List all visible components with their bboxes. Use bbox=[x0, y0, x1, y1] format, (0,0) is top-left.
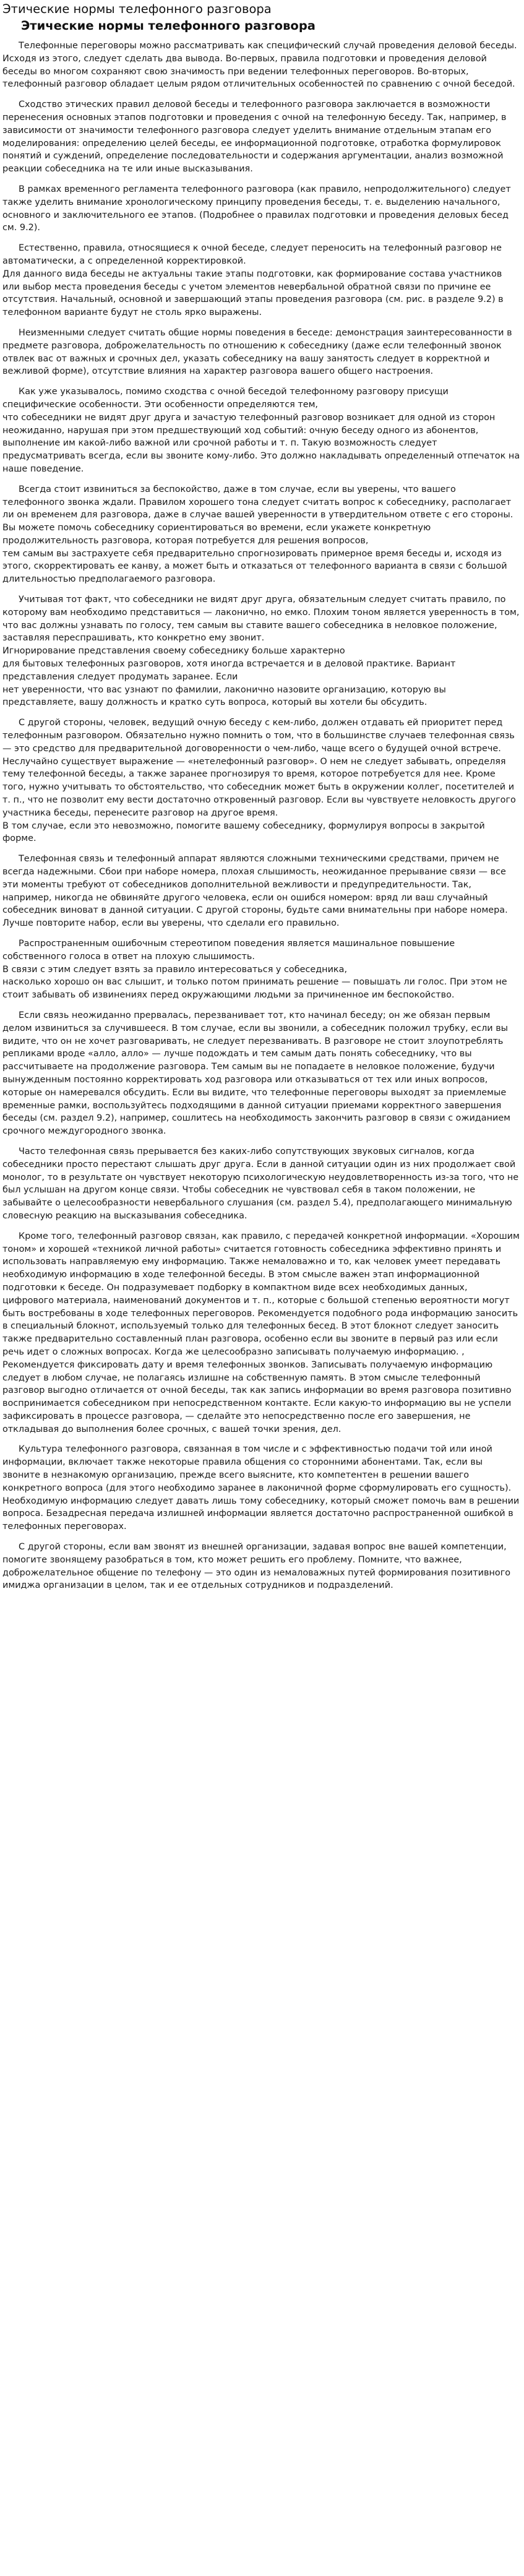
paragraph-11: Распространенным ошибочным стереотипом поведения является машинальное повышение собственного голоса в ответ на плохую слышимость. В связи с этим следует взять за правило интересоваться у собеседника, насколько хорошо он вас слышит, и только потом принимать решение — повышать ли голос. При этом не стоит забывать об извинениях перед окружающими людьми за причиненное им беспокойство. bbox=[2, 939, 507, 1001]
paragraph-4: Естественно, правила, относящиеся к очной беседе, следует переносить на телефонный разговор не автоматически, а с определенной корректировкой. Для данного вида беседы не актуальны такие этапы подготовки, как формирование состава участников или выбор места проведения беседы с учетом элементов невербальной обратной связи по причине ее отсутствия. Начальный, основной и завершающий этапы проведения разговора (см. рис. в разделе 9.2) в телефонном варианте будут не столь ярко выражены. bbox=[2, 243, 504, 318]
paragraph-3: В рамках временного регламента телефонного разговора (как правило, непродолжительного) следует также уделить внимание хронологическому принципу проведения беседы, т. е. выделению начального, основного и заключительного ее этапов. (Подробнее о правилах подготовки и проведения деловых бесед см. 9.2). bbox=[2, 184, 511, 233]
paragraph-14: Кроме того, телефонный разговор связан, как правило, с передачей конкретной информации. «Хорошим тоном» и хорошей «техникой личной работы» считается готовность собеседника эффективно принять и использовать направляемую ему информацию. Также немаловажно и то, как человек умеет передавать необходимую информацию в ходе телефонной беседы. В этом смысле важен этап информационной подготовки к беседе. Он подразумевает подборку в компактном виде всех необходимых данных, цифрового материала, наименований документов и т. п., которые с большой степенью вероятности могут быть востребованы в ходе телефонных переговоров. Рекомендуется подобного рода информацию заносить в специальный блокнот, используемый только для телефонных бесед. В этот блокнот следует заносить также предварительно составленный план разговора, особенно если вы звоните в первый раз или если речь идет о сложных вопросах. Когда же целесообразно записывать получаемую информацию. , Рекомендуется фиксировать дату и время телефонных звонков. Записывать получаемую информацию следует в любом случае, не полагаясь излишне на собственную память. В этом смысле телефонный разговор выгодно отличается от очной беседы, так как запись информации во время разговора позитивно воспринимается собеседником при непосредственном контакте. Если какую-то информацию вы не успели зафиксировать в процессе разговора, — сделайте это непосредственно после его завершения, не откладывая до выполнения более срочных, с вашей точки зрения, дел. bbox=[2, 1231, 520, 1434]
paragraph-6: Как уже указывалось, помимо сходства с очной беседой телефонному разговору присущи специфические особенности. Эти особенности определяются тем, что собеседники не видят друг друга и зачастую телефонный разговор возникает для одной из сторон неожиданно, нарушая при этом предшествующий ход событий: очную беседу одного из абонентов, выполнение им какой-либо важной или срочной работы и т. п. Такую возможность следует предусматривать всегда, если вы звоните кому-либо. Это должно накладывать определенный отпечаток на наше поведение. bbox=[2, 387, 520, 474]
article-title: Этические нормы телефонного разговора bbox=[21, 19, 316, 33]
paragraph-7: Всегда стоит извиниться за беспокойство, даже в том случае, если вы уверены, что вашего телефонного звонка ждали. Правилом хорошего тона следует считать вопрос к собеседнику, располагает ли он временем для разговора, даже в случае вашей уверенности в утвердительном ответе с его стороны. Вы можете помочь собеседнику сориентироваться во времени, если укажете конкретную продолжительность разговора, которая потребуется для решения вопросов, тем самым вы застрахуете себя предварительно спрогнозировать примерное время беседы и, исходя из этого, скорректировать ее канву, а может быть и отказаться от телефонного варианта в связи с большой длительностью предполагаемого разговора. bbox=[2, 484, 513, 585]
paragraph-16: С другой стороны, если вам звонят из внешней организации, задавая вопрос вне вашей компетенции, помогите звонящему разобраться в том, кто может решить его проблему. Помните, что важнее, доброжелательное общение по телефону — это один из немаловажных путей формирования позитивного имиджа организации в целом, так и ее отдельных сотрудников и подразделений. bbox=[2, 1542, 511, 1591]
paragraph-13: Часто телефонная связь прерывается без каких-либо сопутствующих звуковых сигналов, когда собеседники просто перестают слышать друг друга. Если в данной ситуации один из них продолжает свой монолог, то в результате он чувствует некоторую психологическую неудовлетворенность из-за того, что не был услышан на другом конце связи. Чтобы собеседник не чувствовал себя в таком положении, не забывайте о целесообразности невербального слушания (см. раздел 5.4), предполагающего минимальную словесную реакцию на высказывания собеседника. bbox=[2, 1146, 519, 1221]
paragraph-15: Культура телефонного разговора, связанная в том числе и с эффективностью подачи той или иной информации, включает также некоторые правила общения со сторонними абонентами. Так, если вы звоните в незнакомую организацию, прежде всего выясните, кто компетентен в решении вашего конкретного вопроса (для этого необходимо заранее в лаконичной форме сформулировать его сущность). Необходимую информацию следует давать лишь тому собеседнику, который сможет помочь вам в решении вопроса. Безадресная передача излишней информации является достаточно распространенной ошибкой в телефонных переговорах. bbox=[2, 1444, 520, 1532]
article-body bbox=[2, 40, 520, 1592]
page-title: Этические нормы телефонного разговора bbox=[2, 2, 272, 16]
paragraph-10: Телефонная связь и телефонный аппарат являются сложными техническими средствами, причем не всегда надежными. Сбои при наборе номера, плохая слышимость, неожиданное прерывание связи — все эти моменты требуют от собеседников дополнительной вежливости и предупредительности. Так, например, никогда не обвиняйте другого человека, если он ошибся номером: вряд ли ваш случайный собеседник виноват в данной ситуации. С другой стороны, будьте сами внимательны при наборе номера. Лучше повторите набор, если вы уверены, что сделали его правильно. bbox=[2, 854, 508, 929]
paragraph-9: С другой стороны, человек, ведущий очную беседу с кем-либо, должен отдавать ей приоритет перед телефонным разговором. Обязательно нужно помнить о том, что в большинстве случаев телефонная связь — это средство для предварительной договоренности о чем-либо, чаще всего о будущей очной встрече. Неслучайно существует выражение — «нетелефонный разговор». О нем не следует забывать, определяя тему телефонной беседы, а также заранее прогнозируя то время, которое потребуется для нее. Кроме того, нужно учитывать то обстоятельство, что собеседник может быть в окружении коллег, посетителей и т. п., что не позволит ему вести достаточно откровенный разговор. Если вы чувствуете неловкость другого участника беседы, перенесите разговор на другое время. В том случае, если это невозможно, помогите вашему собеседнику, формулируя вопросы в закрытой форме. bbox=[2, 718, 516, 844]
paragraph-1: Телефонные переговоры можно рассматривать как специфический случай проведения деловой беседы. Исходя из этого, следует сделать два вывода. Во-первых, правила подготовки и проведения деловой беседы во многом сохраняют свою значимость при ведении телефонных переговоров. Во-вторых, телефонный разговор обладает целым рядом отличительных особенностей по сравнению с очной беседой. bbox=[2, 41, 517, 90]
paragraph-5: Неизменными следует считать общие нормы поведения в беседе: демонстрация заинтересованности в предмете разговора, доброжелательность по отношению к собеседнику (даже если телефонный звонок отвлек вас от важных и срочных дел, указать собеседнику на вашу занятость следует в корректной и вежливой форме), отсутствие влияния на характер разговора вашего общего настроения. bbox=[2, 327, 512, 377]
paragraph-8: Учитывая тот факт, что собеседники не видят друг друга, обязательным следует считать правило, по которому вам необходимо представиться — лаконично, но емко. Плохим тоном является уверенность в том, что вас должны узнавать по голосу, тем самым вы ставите вашего собеседника в неловкое положение, заставляя переспрашивать, кто конкретно ему звонит. Игнорирование представления своему собеседнику больше характерно для бытовых телефонных разговоров, хотя иногда встречается и в деловой практике. Вариант представления следует продумать заранее. Если нет уверенности, что вас узнают по фамилии, лаконично назовите организацию, которую вы представляете, вашу должность и кратко суть вопроса, который вы хотели бы обсудить. bbox=[2, 595, 520, 708]
paragraph-12: Если связь неожиданно прервалась, перезванивает тот, кто начинал беседу; он же обязан первым делом извиниться за случившееся. В том случае, если вы звонили, а собеседник положил трубку, если вы видите, что он не хочет разговаривать, не следует перезванивать. В разговоре не стоит злоупотреблять репликами вроде «алло, алло» — лучше подождать и тем самым дать понять собеседнику, что вы рассчитываете на продолжение разговора. Тем самым вы не попадаете в неловкое положение, будучи вынужденным постоянно корректировать ход разговора или отказываться от тех или иных вопросов, которые он намеревался обсудить. Если вы видите, что телефонные переговоры выходят за приемлемые временные рамки, воспользуйтесь подходящими в данной ситуации приемами корректного завершения беседы (см. раздел 9.2), например, сошлитесь на необходимость закончить разговор в связи с ожиданием срочного междугородного звонка. bbox=[2, 1010, 511, 1137]
paragraph-2: Сходство этических правил деловой беседы и телефонного разговора заключается в возможности перенесения основных этапов подготовки и проведения с очной на телефонную беседу. Так, например, в зависимости от значимости телефонного разговора следует уделить внимание отдельным этапам его моделирования: определению целей беседы, ее информационной подготовке, отработка формулировок понятий и суждений, определение последовательности и содержания аргументации, анализ возможной реакции собеседника на те или иные высказывания. bbox=[2, 100, 507, 174]
